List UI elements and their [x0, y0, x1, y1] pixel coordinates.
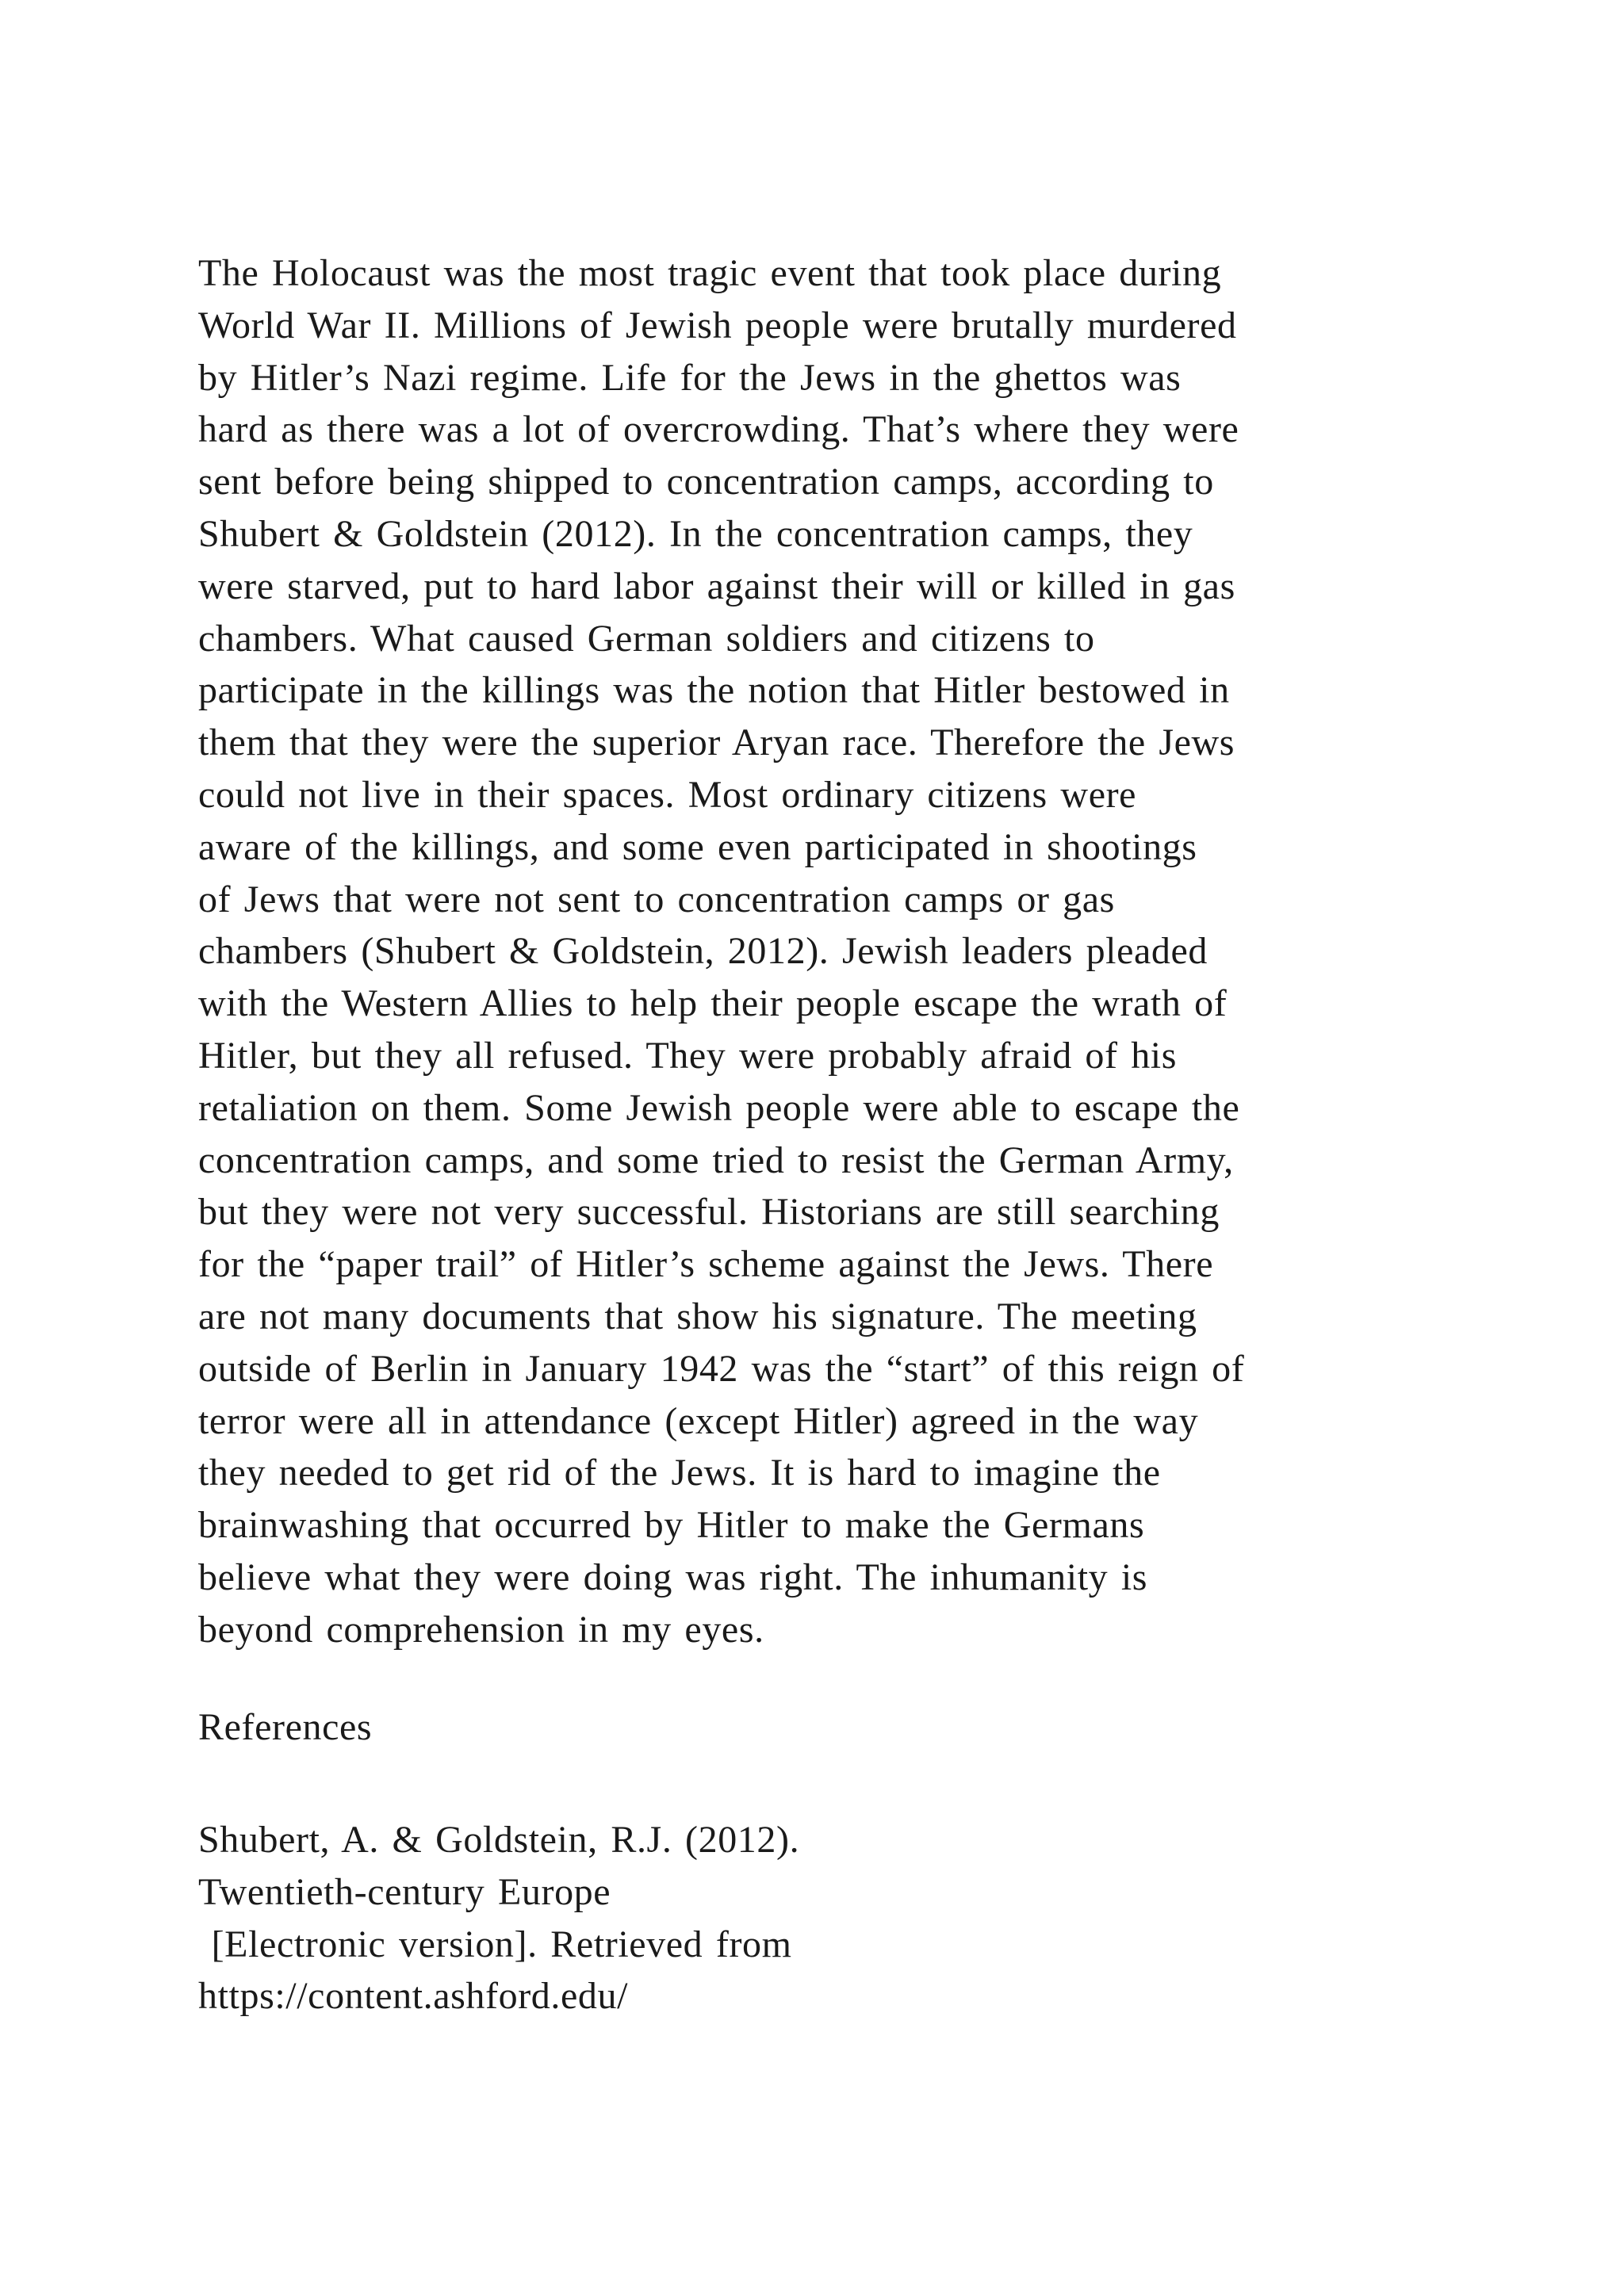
references-section-heading: [198, 1701, 1530, 1754]
body-line: The Holocaust was the most tragic event that took place during: [198, 252, 1222, 294]
body-line: chambers (Shubert & Goldstein, 2012). Jewish leaders pleaded: [198, 930, 1208, 973]
body-line: by Hitler’s Nazi regime. Life for the Jews in the ghettos was: [198, 356, 1182, 399]
reference-line: Twentieth-century Europe: [198, 1870, 611, 1913]
reference-url: https://content.ashford.edu/: [198, 1975, 629, 2018]
body-line: brainwashing that occurred by Hitler to make the Germans: [198, 1504, 1145, 1547]
body-line: participate in the killings was the notion that Hitler bestowed in: [198, 669, 1230, 712]
body-line: believe what they were doing was right. The inhumanity is: [198, 1556, 1148, 1598]
body-line: but they were not very successful. Historians are still searching: [198, 1191, 1220, 1234]
body-line: for the “paper trail” of Hitler’s scheme against the Jews. There: [198, 1243, 1214, 1286]
body-line: are not many documents that show his signature. The meeting: [198, 1295, 1197, 1337]
body-line: aware of the killings, and some even participated in shootings: [198, 825, 1197, 868]
body-line: with the Western Allies to help their people escape the wrath of: [198, 982, 1228, 1025]
essay-body: [198, 247, 1530, 1656]
reference-line: Shubert, A. & Goldstein, R.J. (2012).: [198, 1819, 800, 1861]
references-heading: References: [198, 1706, 373, 1748]
body-line: sent before being shipped to concentration camps, according to: [198, 461, 1214, 503]
body-line: retaliation on them. Some Jewish people were able to escape the: [198, 1086, 1240, 1129]
body-line: Shubert & Goldstein (2012). In the concentration camps, they: [198, 512, 1193, 555]
body-line: could not live in their spaces. Most ordinary citizens were: [198, 773, 1137, 816]
body-line: they needed to get rid of the Jews. It is hard to imagine the: [198, 1452, 1161, 1494]
body-line: hard as there was a lot of overcrowding. That’s where they were: [198, 408, 1239, 451]
body-line: them that they were the superior Aryan race. Therefore the Jews: [198, 721, 1235, 764]
body-line: outside of Berlin in January 1942 was the “start” of this reign of: [198, 1347, 1245, 1390]
body-line: chambers. What caused German soldiers and citizens to: [198, 617, 1095, 660]
body-line: World War II. Millions of Jewish people were brutally murdered: [198, 304, 1237, 346]
reference-entry: [198, 1814, 1530, 2022]
body-line: concentration camps, and some tried to resist the German Army,: [198, 1138, 1234, 1181]
body-line: beyond comprehension in my eyes.: [198, 1608, 764, 1651]
body-line: terror were all in attendance (except Hitler) agreed in the way: [198, 1399, 1199, 1442]
body-line: were starved, put to hard labor against their will or killed in gas: [198, 564, 1235, 607]
reference-line: [Electronic version]. Retrieved from: [198, 1923, 792, 1965]
body-line: Hitler, but they all refused. They were probably afraid of his: [198, 1034, 1178, 1077]
body-line: of Jews that were not sent to concentration camps or gas: [198, 878, 1115, 920]
